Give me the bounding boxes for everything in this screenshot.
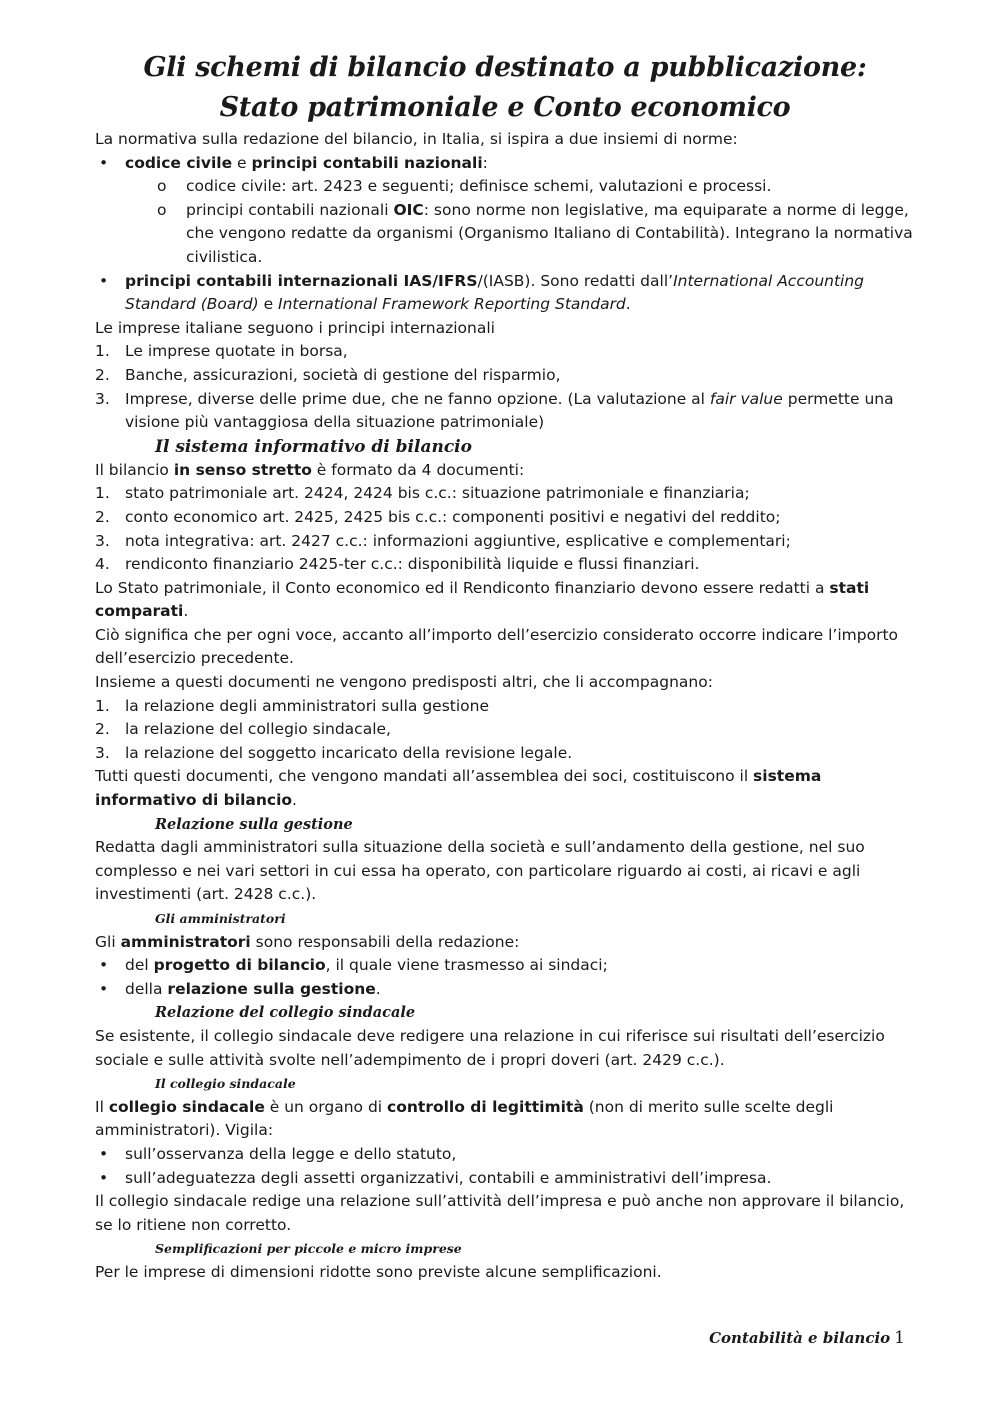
document-page bbox=[95, 48, 915, 1285]
list-text: Le imprese quotate in borsa, bbox=[125, 342, 348, 361]
norme-list bbox=[95, 152, 915, 317]
text: Il bilancio bbox=[95, 460, 174, 479]
list-item bbox=[95, 695, 915, 719]
text: . bbox=[375, 979, 381, 998]
italic-text: International Framework Reporting Standard bbox=[278, 295, 626, 314]
text: Gli bbox=[95, 932, 121, 951]
italic-text: International Accounting Standard (Board) bbox=[125, 271, 865, 314]
text: /(IASB). Sono redatti dall’ bbox=[477, 271, 674, 290]
text: e bbox=[232, 153, 252, 172]
text: della bbox=[125, 979, 168, 998]
list-item bbox=[95, 530, 915, 554]
bold-text: progetto di bilancio bbox=[153, 956, 326, 975]
list-item bbox=[95, 978, 915, 1002]
documenti-list bbox=[95, 482, 915, 576]
sistema-intro bbox=[95, 459, 915, 483]
semplificazioni-paragraph: Per le imprese di dimensioni ridotte sono previste alcune semplificazioni. bbox=[95, 1262, 662, 1281]
list-item: • sull’osservanza della legge e dello statuto, bbox=[95, 1143, 915, 1167]
list-item bbox=[95, 718, 915, 742]
bold-text: principi contabili internazionali IAS/IFRS bbox=[125, 271, 478, 290]
list-item: • sull’adeguatezza degli assetti organizzativi, contabili e amministrativi dell’impresa. bbox=[95, 1167, 915, 1191]
norme-item-ias-ifrs bbox=[95, 270, 915, 317]
list-text: nota integrativa: art. 2427 c.c.: informazioni aggiuntive, esplicative e complementari; bbox=[125, 531, 791, 550]
page-title bbox=[95, 48, 915, 128]
bold-text: amministratori bbox=[120, 932, 251, 951]
imprese-list bbox=[95, 340, 915, 434]
list-item bbox=[95, 364, 915, 388]
list-number: 3. bbox=[95, 389, 110, 408]
collegio-intro bbox=[95, 1096, 915, 1143]
list-text: la relazione del soggetto incaricato della revisione legale. bbox=[125, 743, 573, 762]
list-number: 3. bbox=[95, 531, 110, 550]
page-footer bbox=[709, 1326, 905, 1350]
text: , il quale viene trasmesso ai sindaci; bbox=[325, 956, 608, 975]
list-number: 2. bbox=[95, 720, 110, 739]
section-heading-semplificazioni: Semplificazioni per piccole e micro imprese bbox=[155, 1241, 462, 1257]
footer-label: Contabilità e bilancio bbox=[709, 1329, 891, 1347]
text: è un organo di bbox=[264, 1097, 388, 1116]
list-text: Banche, assicurazioni, società di gestione del risparmio, bbox=[125, 365, 561, 384]
text: : sono norme non legislative, ma equiparate a norme di legge, che vengono redatte da organismi (Organismo Italiano di Contabilità). Integrano la normativa civilistica. bbox=[186, 200, 913, 266]
list-item bbox=[95, 388, 915, 435]
list-number: 1. bbox=[95, 342, 110, 361]
text: del bbox=[125, 956, 154, 975]
list-item bbox=[95, 506, 915, 530]
list-text: stato patrimoniale art. 2424, 2424 bis c.c.: situazione patrimoniale e finanziaria; bbox=[125, 484, 750, 503]
list-text: la relazione degli amministratori sulla gestione bbox=[125, 696, 490, 715]
bold-text: controllo di legittimità bbox=[387, 1097, 584, 1116]
text: . bbox=[183, 602, 189, 621]
amministratori-list bbox=[95, 954, 915, 1001]
list-number: 3. bbox=[95, 743, 110, 762]
text: . bbox=[292, 791, 297, 810]
text: è formato da 4 documenti: bbox=[311, 460, 525, 479]
text: principi contabili nazionali bbox=[186, 200, 394, 219]
bold-text: stati comparati bbox=[95, 578, 870, 621]
text: . bbox=[625, 295, 631, 314]
section-heading-collegio: Il collegio sindacale bbox=[155, 1076, 296, 1092]
relazione-gestione-paragraph: Redatta dagli amministratori sulla situazione della società e sull’andamento della gestione, nel suo complesso e nei vari settori in cui essa ha operato, con particolare riguardo ai costi, ai ricavi e agli investimenti (art. 2428 c.c.). bbox=[95, 838, 865, 904]
list-number: 1. bbox=[95, 696, 110, 715]
intro-paragraph: La normativa sulla redazione del bilancio, in Italia, si ispira a due insiemi di norme: bbox=[95, 130, 738, 148]
section-heading-relazione-gestione: Relazione sulla gestione bbox=[155, 815, 353, 833]
list-text: rendiconto finanziario 2425-ter c.c.: disponibilità liquide e flussi finanziari. bbox=[125, 555, 700, 574]
title-line-1: Gli schemi di bilancio destinato a pubblicazione: bbox=[143, 52, 867, 83]
list-number: 2. bbox=[95, 365, 110, 384]
relazione-collegio-paragraph: Se esistente, il collegio sindacale deve redigere una relazione in cui riferisce sui risultati dell’esercizio sociale e sulle attività svolte nell’adempimento de i propri doveri (art. 2429 c.c.). bbox=[95, 1026, 885, 1069]
text: e bbox=[258, 295, 279, 314]
bold-text: principi contabili nazionali bbox=[251, 153, 483, 172]
text: : bbox=[482, 153, 488, 172]
text: (non di merito sulle scelte degli amministratori). Vigila: bbox=[95, 1097, 834, 1140]
text: Tutti questi documenti, che vengono mandati all’assemblea dei soci, costituiscono il bbox=[95, 767, 754, 786]
list-text: la relazione del collegio sindacale, bbox=[125, 720, 391, 739]
collegio-list bbox=[95, 1143, 915, 1190]
norme-subitem-oic bbox=[95, 199, 915, 270]
text: sono responsabili della redazione: bbox=[250, 932, 520, 951]
altri-documenti-intro: Insieme a questi documenti ne vengono predisposti altri, che li accompagnano: bbox=[95, 673, 713, 692]
list-number: 2. bbox=[95, 507, 110, 526]
list-item bbox=[95, 954, 915, 978]
list-item bbox=[95, 340, 915, 364]
significa-paragraph: Ciò significa che per ogni voce, accanto all’importo dell’esercizio considerato occorre indicare l’importo dell’esercizio precedente. bbox=[95, 625, 899, 668]
altri-documenti-list bbox=[95, 695, 915, 766]
list-text: conto economico art. 2425, 2425 bis c.c.: componenti positivi e negativi del reddito; bbox=[125, 507, 781, 526]
list-text: Imprese, diverse delle prime due, che ne fanno opzione. (La valutazione al bbox=[125, 389, 710, 408]
amministratori-intro bbox=[95, 931, 915, 955]
list-number: 1. bbox=[95, 484, 110, 503]
norme-subitem-codice-civile: o codice civile: art. 2423 e seguenti; definisce schemi, valutazioni e processi. bbox=[95, 175, 915, 199]
imprese-intro: Le imprese italiane seguono i principi internazionali bbox=[95, 318, 495, 337]
list-item bbox=[95, 553, 915, 577]
list-number: 4. bbox=[95, 555, 110, 574]
text: Il bbox=[95, 1097, 109, 1116]
collegio-closing: Il collegio sindacale redige una relazione sull’attività dell’impresa e può anche non approvare il bilancio, se lo ritiene non corretto. bbox=[95, 1192, 905, 1234]
tutti-paragraph bbox=[95, 765, 915, 812]
section-heading-sistema: Il sistema informativo di bilancio bbox=[155, 436, 472, 457]
stati-comparati-paragraph bbox=[95, 577, 915, 624]
list-item bbox=[95, 482, 915, 506]
italic-text: fair value bbox=[709, 389, 783, 408]
bold-text: sistema informativo di bilancio bbox=[95, 767, 822, 810]
bold-text: in senso stretto bbox=[173, 460, 312, 479]
bold-text: OIC bbox=[393, 200, 424, 219]
bold-text: codice civile bbox=[125, 153, 233, 172]
list-item bbox=[95, 742, 915, 766]
list-text: permette una visione più vantaggiosa della situazione patrimoniale) bbox=[125, 389, 894, 432]
text: Lo Stato patrimoniale, il Conto economico ed il Rendiconto finanziario devono essere redatti a bbox=[95, 578, 830, 597]
title-line-2: Stato patrimoniale e Conto economico bbox=[219, 92, 791, 123]
bold-text: collegio sindacale bbox=[108, 1097, 265, 1116]
page-number: 1 bbox=[894, 1328, 905, 1348]
section-heading-relazione-collegio: Relazione del collegio sindacale bbox=[155, 1004, 416, 1022]
section-heading-amministratori: Gli amministratori bbox=[155, 911, 286, 926]
bold-text: relazione sulla gestione bbox=[167, 979, 376, 998]
norme-item-codice-civile bbox=[95, 152, 915, 176]
